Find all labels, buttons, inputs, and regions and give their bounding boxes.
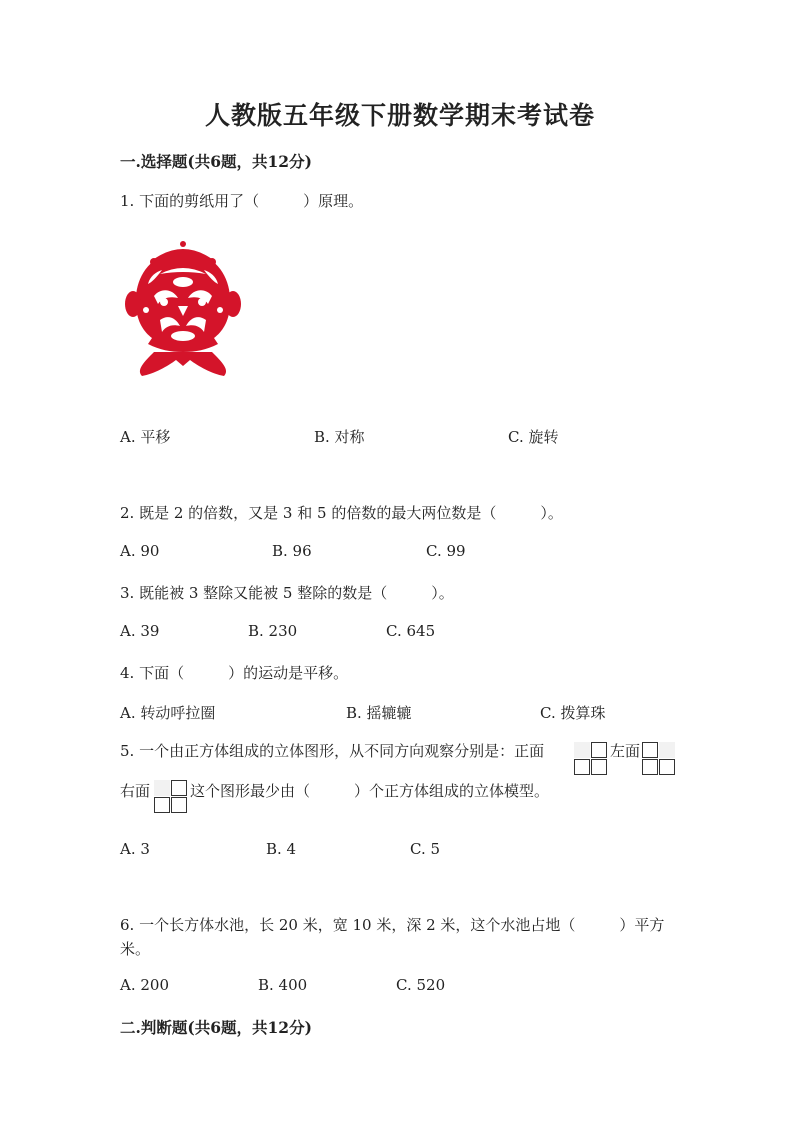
question-4-stem-b: ）的运动是平移。 [228, 664, 349, 682]
left-view-grid [642, 742, 678, 776]
page-title: 人教版五年级下册数学期末考试卷 [204, 101, 595, 130]
question-2 [120, 502, 563, 523]
question-6-option-c[interactable]: C. 520 [396, 976, 446, 994]
question-1-stem-b: ）原理。 [303, 192, 364, 210]
question-4-option-b[interactable]: B. 摇辘辘 [346, 704, 412, 722]
question-3-option-a[interactable]: A. 39 [120, 622, 160, 640]
question-2-stem-b: ）。 [540, 504, 563, 522]
question-6-option-a[interactable]: A. 200 [120, 976, 169, 994]
question-5-right-label: 右面 [120, 782, 151, 800]
question-6-line-1 [120, 914, 664, 935]
question-6-line-2: 米。 [120, 940, 151, 958]
question-6-stem-a: 6. 一个长方体水池，长 20 米，宽 10 米，深 2 米，这个水池占地（ [120, 916, 576, 934]
question-1-option-b[interactable]: B. 对称 [314, 428, 365, 446]
section-heading-true-false: 二.判断题(共6题，共12分) [120, 1018, 312, 1037]
question-3-stem-a: 3. 既能被 3 整除又能被 5 整除的数是（ [120, 584, 388, 602]
question-1-option-c[interactable]: C. 旋转 [508, 428, 559, 446]
right-view-grid [154, 780, 190, 816]
question-5-stem-d: ）个正方体组成的立体模型。 [354, 782, 550, 800]
question-4-option-a[interactable]: A. 转动呼拉圈 [120, 704, 216, 722]
question-5-line-2 [190, 780, 549, 801]
question-2-option-a[interactable]: A. 90 [120, 542, 160, 560]
question-4 [120, 662, 348, 683]
section-heading-choice: 一.选择题(共6题，共12分) [120, 152, 312, 171]
papercut-image [124, 240, 242, 382]
question-2-stem-a: 2. 既是 2 的倍数，又是 3 和 5 的倍数的最大两位数是（ [120, 504, 497, 522]
question-5-option-a[interactable]: A. 3 [120, 840, 150, 858]
question-2-option-c[interactable]: C. 99 [426, 542, 466, 560]
question-2-option-b[interactable]: B. 96 [272, 542, 312, 560]
question-4-option-c[interactable]: C. 拨算珠 [540, 704, 606, 722]
question-3-option-c[interactable]: C. 645 [386, 622, 436, 640]
question-4-stem-a: 4. 下面（ [120, 664, 185, 682]
question-6-stem-b: ）平方 [619, 916, 665, 934]
question-5-left-label: 左面 [610, 742, 641, 760]
question-3-stem-b: ）。 [431, 584, 454, 602]
question-3-option-b[interactable]: B. 230 [248, 622, 298, 640]
question-1 [120, 190, 363, 211]
question-5-option-c[interactable]: C. 5 [410, 840, 441, 858]
question-1-stem-a: 1. 下面的剪纸用了（ [120, 192, 260, 210]
question-5-stem-c: 这个图形最少由（ [190, 782, 311, 800]
front-view-grid [574, 742, 610, 776]
question-3 [120, 582, 454, 603]
question-1-option-a[interactable]: A. 平移 [120, 428, 171, 446]
question-5-line-1: 5. 一个由正方体组成的立体图形，从不同方向观察分别是：正面 [120, 742, 545, 760]
question-5-option-b[interactable]: B. 4 [266, 840, 297, 858]
question-6-option-b[interactable]: B. 400 [258, 976, 308, 994]
